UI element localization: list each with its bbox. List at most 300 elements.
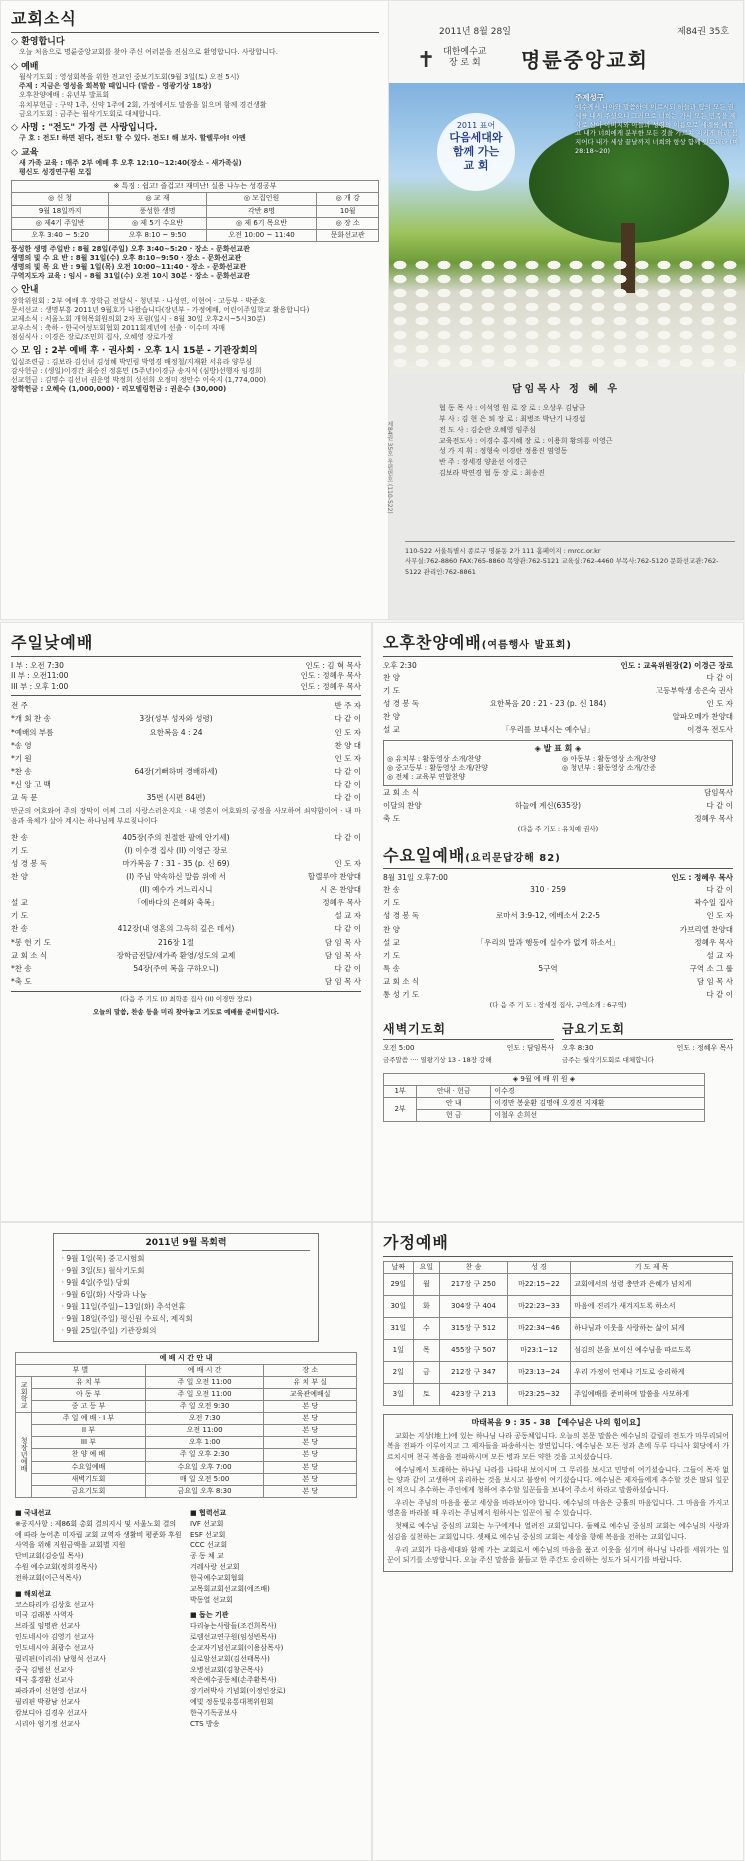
list-item: 시리아 엄기정 선교사 [15, 1719, 81, 1728]
order-row [383, 786, 733, 799]
table-cell: ◎ 개 강 [317, 193, 379, 205]
list-item: CCC 선교회 [190, 1541, 228, 1550]
order-label: 전 주 [11, 701, 28, 711]
worship-line: 금요기도회 : 금주는 월삭기도회로 대체합니다. [19, 109, 161, 118]
calendar-item: · 9월 25일(주일) 기관장회의 [61, 1325, 157, 1335]
afternoon-time: 오후 2:30 [383, 660, 417, 670]
church-name: 명륜중앙교회 [521, 48, 649, 72]
order-person: 정혜우 목사 [694, 937, 733, 947]
order-label: *송 영 [11, 740, 32, 750]
education-line: 평신도 성경연구원 모집 [19, 168, 92, 177]
table-cell: ◎ 신 청 [12, 193, 109, 205]
table-cell: 금요기도회 [32, 1485, 146, 1497]
order-content: 310 · 259 [530, 885, 566, 895]
order-row [383, 949, 733, 962]
table-cell: 금요일 오후 8:30 [145, 1485, 264, 1497]
order-person: 고등부학생 송은숙 권사 [655, 685, 733, 695]
table-cell: 217장 구 250 [440, 1273, 507, 1295]
order-label: 기 도 [383, 950, 400, 960]
list-item: ESF 선교회 [190, 1530, 226, 1539]
order-person: 정혜우 목사 [322, 898, 361, 908]
afternoon-order-list-2 [383, 786, 733, 825]
order-label: *찬 송 [11, 963, 32, 973]
worship-line: 주제 : 지금은 영성을 회복할 때입니다 (말씀 - 영광기상 18장) [19, 82, 212, 91]
order-person: 시 온 찬양대 [320, 885, 361, 895]
table-cell: 문화선교관 [317, 229, 379, 241]
table-cell: 오후 3:40 ~ 5:20 [12, 229, 109, 241]
order-person: 이경옥 전도사 [687, 725, 733, 735]
table-cell: 중 고 등 부 [32, 1401, 146, 1413]
order-content: 「에바다의 은혜와 축복」 [133, 898, 219, 908]
table-cell: 10월 [317, 205, 379, 217]
table-cell: 2일 [384, 1361, 414, 1383]
family-worship-table [383, 1261, 733, 1406]
order-content [69, 739, 283, 752]
order-person: 다 같 이 [706, 800, 733, 810]
presentation-box [383, 740, 733, 786]
order-content: 하늘에 계신(635장) [514, 800, 582, 810]
order-label: 교 회 소 식 [383, 977, 420, 987]
worship-heading: ◇ 예배 [11, 61, 39, 72]
table-cell: 오후 1:00 [145, 1437, 264, 1449]
order-content [441, 812, 655, 825]
schedule-row [16, 1376, 357, 1388]
mission-line: 구 호 : 전도! 하면 된다, 전도! 할 수 있다. 전도! 해 보자. 할렐루야! 아멘 [19, 134, 246, 143]
order-person: 다 같 이 [334, 963, 361, 973]
list-item: 예빛 정동빛유통대책위원회 [190, 1698, 274, 1707]
table-cell: 31일 [384, 1317, 414, 1339]
schedule-title: 예 배 시 간 안 내 [16, 1352, 357, 1364]
order-label: 찬 양 [383, 924, 400, 934]
welcome-heading: ◇ 환영합니다 [11, 36, 65, 47]
calendar-item: · 9월 3일(토) 월삭기도회 [61, 1265, 145, 1275]
table-cell: 주 일 예 배 · I 부 [32, 1413, 146, 1425]
table-cell: 유 치 부 [32, 1376, 146, 1388]
order-content: (I) 주님 약속하신 말씀 위에 서 [126, 871, 226, 881]
order-person: 담임목사 [704, 787, 733, 797]
calendar-title: 2011년 9월 목회력 [62, 1238, 311, 1251]
order-label: *찬 송 [11, 766, 32, 776]
cover-page [385, 0, 744, 620]
order-row [383, 812, 733, 825]
table-cell: ◎ 모집인원 [206, 193, 317, 205]
order-person: 인 도 자 [706, 911, 733, 921]
list-item: 실로암선교회(김선태목사) [190, 1654, 270, 1663]
notice-line: 교우소식 : 축하 - 한국여성도회협회 2011회계년에 선출 · 이수미 자매 [11, 324, 225, 333]
order-content: 5구역 [538, 963, 558, 973]
order-person: 설 교 자 [334, 911, 361, 921]
notice-heading: ◇ 안내 [11, 285, 39, 296]
service-committee-table [383, 1073, 705, 1122]
list-item: 한국예수교회협회 [190, 1573, 245, 1582]
list-item: 인도네시아 김영기 선교사 [15, 1633, 94, 1642]
order-person: 다 같 이 [334, 924, 361, 934]
order-content: 64장(기뻐하며 경배하세) [134, 766, 218, 776]
order-row [383, 883, 733, 896]
table-cell: 212장 구 347 [440, 1361, 507, 1383]
dawn-prayer-title: 새벽기도회 [383, 1022, 554, 1041]
order-label: 찬 송 [11, 924, 28, 934]
dawn-prayer-leader: 인도 : 담임목사 [506, 1044, 554, 1053]
order-row [11, 883, 361, 896]
service-leader: 인도 : 김 혁 목사 [305, 660, 361, 670]
table-cell: 이철우 손희선 [491, 1110, 705, 1122]
bible-study-table [11, 180, 379, 241]
sermon-title: 마태복음 9 : 35 - 38 【예수님은 나의 힘이요】 [471, 1417, 645, 1427]
order-label: 성 경 봉 독 [383, 698, 420, 708]
order-person: 다 같 이 [334, 832, 361, 842]
order-content: 로마서 3:9-12, 에베소서 2:2-5 [495, 911, 601, 921]
table-cell: 본 당 [264, 1425, 357, 1437]
order-label: 기 도 [11, 911, 28, 921]
presentation-title: ◈ 발 표 회 ◈ [534, 744, 582, 754]
table-cell: 수요일 오후 7:00 [145, 1461, 264, 1473]
order-row [383, 909, 733, 922]
order-person: 다 같 이 [334, 793, 361, 803]
order-content [69, 909, 283, 922]
table-cell: 주 일 오전 9:30 [145, 1401, 264, 1413]
table-cell: 주일예배를 준비하며 말씀을 사모하게 [571, 1383, 733, 1405]
worship-line: 월삭기도회 : 영성회복을 위한 전교인 중보기도회(9월 3일(토) 오전 5시) [19, 73, 240, 82]
education-line: 새 가족 교육 : 매주 2부 예배 후 오후 12:10~12:40(장소 - 새가족실) [19, 159, 242, 168]
family-worship-title: 가정예배 [383, 1233, 733, 1257]
table-row [384, 1339, 733, 1361]
table-cell: 하나님과 이웃을 사랑하는 삶이 되게 [571, 1317, 733, 1339]
service-time: II 부 : 오전11:00 [11, 671, 69, 681]
list-item: 태국 홍경환 선교사 [15, 1676, 74, 1685]
family-header: 성 경 [507, 1261, 571, 1273]
table-cell: ◎ 장 소 [317, 217, 379, 229]
list-item: 중국 김범선 선교사 [15, 1665, 74, 1674]
order-content: (I) 이수경 집사 (II) 이영근 장로 [124, 845, 228, 855]
church-news-title: 교회소식 [11, 9, 379, 33]
list-item: 전하교회(이근석목사) [15, 1573, 82, 1582]
table-cell: 교회에서의 성령 충만과 은혜가 넘치게 [571, 1273, 733, 1295]
order-person: 인 도 자 [334, 753, 361, 763]
order-content: 35번 (시편 84편) [146, 793, 206, 803]
order-content [441, 671, 655, 684]
table-cell: 304장 구 404 [440, 1295, 507, 1317]
order-content: 3장(성부 성자와 성령) [139, 714, 213, 724]
list-item: 캄보디아 김경우 선교사 [15, 1709, 88, 1717]
schedule-group-label: 교회학교 [16, 1376, 32, 1412]
order-content: 장학금전달/새가족 환영/성도의 교제 [116, 950, 236, 960]
order-label: *예배의 부름 [11, 727, 54, 737]
list-item: 교목회교회선교회(에즈배) [190, 1584, 270, 1593]
table-cell: 455장 구 507 [440, 1339, 507, 1361]
order-row [383, 896, 733, 909]
table-cell: 9월 18일까지 [12, 205, 109, 217]
table-cell: 월 [413, 1273, 440, 1295]
staff-line: 협 동 목 사 : 이석영 원 로 장 로 : 오상우 김남규 [439, 404, 586, 412]
table-cell: 화 [413, 1295, 440, 1317]
table-cell: 아 동 부 [32, 1388, 146, 1400]
staff-line: 김보라 박연경 협 동 장 로 : 최송진 [439, 469, 545, 478]
notice-line: 점심식사 : 이경은 장로/조민희 집사, 오혜영 장로가정 [11, 333, 174, 342]
table-cell: ◎ 제 5기 수요반 [109, 217, 206, 229]
verse-title: 주제성구 [575, 93, 604, 102]
order-person: 가브리엘 찬양대 [679, 924, 733, 934]
order-row [11, 712, 361, 725]
list-item: 인도네시아 최광수 선교사 [15, 1643, 94, 1652]
order-label: *신 앙 고 백 [11, 780, 51, 790]
order-person: 다 같 이 [706, 672, 733, 682]
order-label: 특 송 [383, 963, 400, 973]
order-row [11, 857, 361, 870]
wednesday-next-week: (다 음 주 기 도 : 장세정 집사, 구역소개 : 6구역) [489, 1001, 627, 1010]
table-cell: 풍성한 생명 [109, 205, 206, 217]
order-row [383, 684, 733, 697]
order-row [11, 975, 361, 988]
order-person: 곽수일 집사 [694, 898, 733, 908]
table-cell: 본 당 [264, 1449, 357, 1461]
table-cell: 찬 양 예 배 [32, 1449, 146, 1461]
order-label: 찬 송 [11, 832, 28, 842]
table-cell: 423장 구 213 [440, 1383, 507, 1405]
domestic-missions-title: ■ 국내선교 [15, 1508, 52, 1517]
order-label: 기 도 [383, 898, 400, 908]
denomination-line: 대한예수교 [443, 47, 487, 57]
sunday-order-list [11, 699, 361, 804]
calendar-item: · 9월 6일(화) 사랑과 나눔 [61, 1289, 147, 1299]
order-content: 「우리를 보내시는 예수님」 [501, 725, 595, 735]
table-cell: 새벽기도회 [32, 1473, 146, 1485]
schedule-page [0, 1222, 372, 1861]
dawn-prayer-time: 오전 5:00 [383, 1044, 415, 1053]
table-cell: 안내 · 헌금 [417, 1085, 491, 1097]
support-title: ■ 돕는 기관 [190, 1611, 229, 1620]
order-label: 찬 송 [383, 885, 400, 895]
sermon-paragraph: 교회는 지상(地上)에 있는 하나님 나라 공동체입니다. 오늘의 본문 말씀은 예수님의 갈릴리 전도가 마무리되어 복음 전파가 이루어지고 그 제자들을 파송하시는 장면입니다. 예수님은 모든 성과 촌에 두루 다니사 회당에서 가르치시며 천국 복음을 전파하시며 모든 병과 모든 약한 것을 고치셨습니다. [387, 1432, 729, 1461]
schedule-row [16, 1425, 357, 1437]
offering-line: 감사헌금 : (생일)이경간 최승진 정훈민 (5주년)이경규 송지석 (심방)선행자 임경희 [11, 367, 262, 376]
order-label: 성 경 봉 독 [11, 858, 48, 868]
list-item: IVF 선교회 [190, 1519, 224, 1528]
wednesday-time: 8월 31일 오후7:00 [383, 873, 448, 883]
order-row [11, 896, 361, 909]
order-label: 성 경 봉 독 [383, 911, 420, 921]
table-cell: 안 내 [417, 1098, 491, 1110]
table-cell: 315장 구 512 [440, 1317, 507, 1339]
presentation-item: ◎ 중고등부 : 활동영상 소개/찬양 [387, 763, 488, 772]
order-person: 설 교 자 [706, 950, 733, 960]
order-row [11, 739, 361, 752]
order-label: 설 교 [383, 725, 400, 735]
order-label: 이달의 찬양 [383, 800, 422, 810]
list-item: 겨레사랑 선교회 [190, 1563, 240, 1572]
family-header: 찬 송 [440, 1261, 507, 1273]
table-cell: 주 일 오전 11:00 [145, 1388, 264, 1400]
table-cell: 2부 [384, 1098, 417, 1122]
prayer-heading: ◇ 모 임 : 2부 예배 후 · 권사회 · 오후 1시 15분 - 기관장회의 [11, 346, 258, 357]
list-item: 다리놓는사람들(조건희목사) [190, 1622, 277, 1631]
order-person: 담 임 목 사 [696, 977, 733, 987]
table-cell: II 부 [32, 1425, 146, 1437]
presentation-item: ◎ 청년부 : 활동영상 소개/간증 [562, 763, 657, 772]
order-content: 54장(주여 복을 구하오니) [133, 963, 219, 973]
order-label: 찬 양 [383, 711, 400, 721]
order-content: 요한복음 20 : 21 - 23 (p. 신 184) [489, 698, 607, 708]
table-cell: 1일 [384, 1339, 414, 1361]
list-item: 미국 김래봉 사역자 [15, 1611, 74, 1620]
table-cell: 주 일 오전 11:00 [145, 1376, 264, 1388]
table-cell: 교육관예배실 [264, 1388, 357, 1400]
staff-line: 성 가 지 휘 : 정형숙 이경란 정용진 염영동 [439, 447, 568, 456]
order-content: 216장 1절 [158, 937, 194, 947]
staff-line: 전 도 사 : 김순란 오혜영 임주심 [439, 425, 536, 434]
order-label: 교 회 소 식 [11, 950, 48, 960]
theme-verse [575, 93, 739, 156]
order-content [441, 923, 655, 936]
sermon-paragraph: 우리는 주님의 마음을 품고 세상을 바라보아야 합니다. 예수님의 마음은 긍휼의 마음입니다. 그 마음을 가지고 영혼을 바라볼 때 우리는 주님께서 원하시는 일꾼이 될 수 있습니다. [387, 1499, 729, 1518]
schedule-row [16, 1437, 357, 1449]
motto-line: 다음세대와 [449, 131, 503, 145]
table-cell: 주 일 오후 2:30 [145, 1449, 264, 1461]
order-person: 다 같 이 [334, 780, 361, 790]
calendar-item: · 9월 18일(주일) 평신원 수료식, 제직회 [61, 1313, 193, 1323]
table-cell: 토 [413, 1383, 440, 1405]
table-cell: III 부 [32, 1437, 146, 1449]
order-row [11, 909, 361, 922]
order-label: *봉 헌 기 도 [11, 937, 51, 947]
table-cell: 본 당 [264, 1461, 357, 1473]
sunday-worship-title: 주일낮예배 [11, 633, 361, 657]
order-row [383, 975, 733, 988]
presentation-item: ◎ 전체 : 교육부 연합찬양 [387, 772, 466, 781]
sermon-paragraph: 첫째로 예수님 중심의 교회는 누구에게나 열려진 교회입니다. 둘째로 예수님 중심의 교회는 예수님의 사랑과 섬김을 실천하는 교회입니다. 셋째로 예수님 중심의 교회는 세상을 향해 복음을 전하는 교회입니다. [387, 1522, 729, 1541]
friday-prayer-title: 금요기도회 [562, 1022, 733, 1041]
order-content [441, 988, 655, 1001]
table-cell: 오전 11:00 [145, 1425, 264, 1437]
table-cell: 수 [413, 1317, 440, 1339]
table-cell: 1부 [384, 1085, 417, 1097]
friday-prayer-leader: 인도 : 정혜우 목사 [676, 1044, 733, 1053]
service-leader: 인도 : 정혜우 목사 [300, 671, 361, 681]
order-label: *축 도 [11, 976, 32, 986]
education-heading: ◇ 교육 [11, 147, 39, 158]
schedule-row [16, 1388, 357, 1400]
order-content [69, 975, 283, 988]
order-row [383, 723, 733, 736]
order-person: 정혜우 목사 [694, 814, 733, 824]
bulletin-date: 2011년 8월 28일 [439, 27, 511, 37]
schedule-header: 예 배 시 간 [145, 1364, 264, 1376]
wednesday-worship-title: 수요일예배(요리문답강해 82) [383, 846, 733, 870]
wednesday-order-list [383, 883, 733, 1001]
order-label: 교 회 소 식 [383, 787, 420, 797]
table-cell: 본 당 [264, 1413, 357, 1425]
motto-line: 함께 가는 [452, 145, 500, 159]
table-cell: 헌 금 [417, 1110, 491, 1122]
order-content [69, 699, 283, 712]
order-content [441, 786, 655, 799]
order-label: 설 교 [383, 937, 400, 947]
bible-table-title: ※ 특징 : 쉽고! 즐겁고! 재미난! 실용 나누는 성경공부 [12, 181, 379, 193]
welcome-text: 오늘 처음으로 명륜중앙교회를 찾아 주신 여러분을 진심으로 환영합니다. 사랑합니다. [19, 48, 278, 57]
table-cell: 오후 8:10 ~ 9:50 [109, 229, 206, 241]
next-week-prayer: (다음 주 기도 (I) 최학종 집사 (II) 이경만 장로) [120, 995, 252, 1004]
schedule-row [16, 1449, 357, 1461]
table-cell: 3일 [384, 1383, 414, 1405]
dawn-prayer-note: 금주말씀 ···· 열왕기상 13 - 18장 강해 [383, 1056, 492, 1065]
order-person: 할렐루야 찬양대 [307, 871, 361, 881]
order-row [383, 923, 733, 936]
domestic-overseas-missions [15, 1508, 182, 1730]
order-label: 통 성 기 도 [383, 990, 420, 1000]
list-item: 한국기독공보사 [190, 1709, 238, 1717]
cover-landscape-image [389, 83, 745, 373]
list-item: 순교자기념선교회(이용삼목사) [190, 1643, 284, 1652]
afternoon-worship-title: 오후찬양예배(여름행사 발표회) [383, 633, 733, 657]
list-item: 수원 예수교회(정희경목사) [15, 1563, 98, 1572]
order-content [441, 710, 655, 723]
order-content: (II) 예수가 거느리시니 [139, 885, 213, 895]
table-cell: 본 당 [264, 1473, 357, 1485]
motto-year: 2011 표어 [456, 121, 496, 130]
table-cell: ◎ 제4기 주일반 [12, 217, 109, 229]
list-item: 필리핀 박광남 선교사 [15, 1698, 81, 1707]
cross-icon: ✝ [417, 48, 436, 73]
table-cell: 마23:25~32 [507, 1383, 571, 1405]
denomination [443, 47, 486, 70]
staff-list [439, 403, 731, 479]
worship-line: 오후찬양예배 : 유년부 발표회 [19, 91, 110, 100]
table-cell: 29일 [384, 1273, 414, 1295]
order-person: 다 같 이 [706, 885, 733, 895]
order-row [11, 778, 361, 791]
service-leader: 인도 : 정혜우 목사 [300, 681, 361, 691]
order-row [383, 799, 733, 812]
table-row [384, 1383, 733, 1405]
notice-line: 문서선교 : 생명부흥 2011년 9월호가 나왔습니다(장년부 - 가정예배, 어린이주일학교 활용합니다) [11, 306, 310, 315]
schedule-row [16, 1473, 357, 1485]
order-content [441, 975, 655, 988]
order-label [11, 883, 69, 896]
order-row [11, 949, 361, 962]
order-row [11, 765, 361, 778]
order-label: 교 독 문 [11, 793, 38, 803]
sunday-worship-page [0, 622, 372, 1222]
list-item: 파라과이 신현영 선교사 [15, 1687, 88, 1696]
order-content [69, 778, 283, 791]
order-label: 찬 양 [11, 871, 28, 881]
table-row [384, 1317, 733, 1339]
order-label: *기 원 [11, 753, 32, 763]
offering-line: 선교헌금 : 김명수 김선녀 권운영 박정희 성선희 오정미 정안수 이숙지 (1,774,000) [11, 376, 267, 385]
table-cell: 유 치 부 실 [264, 1376, 357, 1388]
staff-line: 부 사 : 김 현 은 퇴 장 로 : 최병조 박난기 나경섭 [439, 414, 586, 423]
calendar-item: · 9월 1일(목) 중고시험회 [61, 1253, 145, 1263]
order-person: 인 도 자 [334, 858, 361, 868]
table-row [384, 1273, 733, 1295]
order-person [283, 844, 361, 857]
order-row [383, 671, 733, 684]
table-cell: 본 당 [264, 1437, 357, 1449]
table-cell: 각반 8명 [206, 205, 317, 217]
afternoon-order-list [383, 671, 733, 737]
verse-text: 예수께서 나아와 말씀하여 이르시되 하늘과 땅의 모든 권세를 내게 주셨으니 그러므로 너희는 가서 모든 민족을 제자로 삼아 아버지와 아들과 성령의 이름으로 세례를 베풀고 내가 너희에게 분부한 모든 것을 가르쳐 지키게 하라 볼지어다 내가 세상 끝날까지 너희와 항상 함께 있으리라 (마 28:18~20) [575, 103, 739, 155]
edu-schedule-line: 생명의 빛 수 요 반 : 8월 31일(수) 오후 8:10~9:50 · 장소 - 문화선교관 [11, 253, 242, 262]
order-row [383, 962, 733, 975]
table-cell: 마22:15~22 [507, 1273, 571, 1295]
table-cell: 이수경 [491, 1085, 705, 1097]
list-item: 공 동 체 교 [190, 1552, 224, 1561]
list-item: 오병선교회(김창곤목사) [190, 1665, 264, 1674]
list-item: ※공지사항 : 제86회 총회 결의지시 및 서울노회 결의에 따라 농어촌 미자립 교회 교역자 생활비 평준화 후원 사역을 위해 지원금액을 교회별 지원 [15, 1519, 182, 1550]
table-cell: 마22:34~46 [507, 1317, 571, 1339]
table-row [384, 1295, 733, 1317]
order-row [383, 988, 733, 1001]
